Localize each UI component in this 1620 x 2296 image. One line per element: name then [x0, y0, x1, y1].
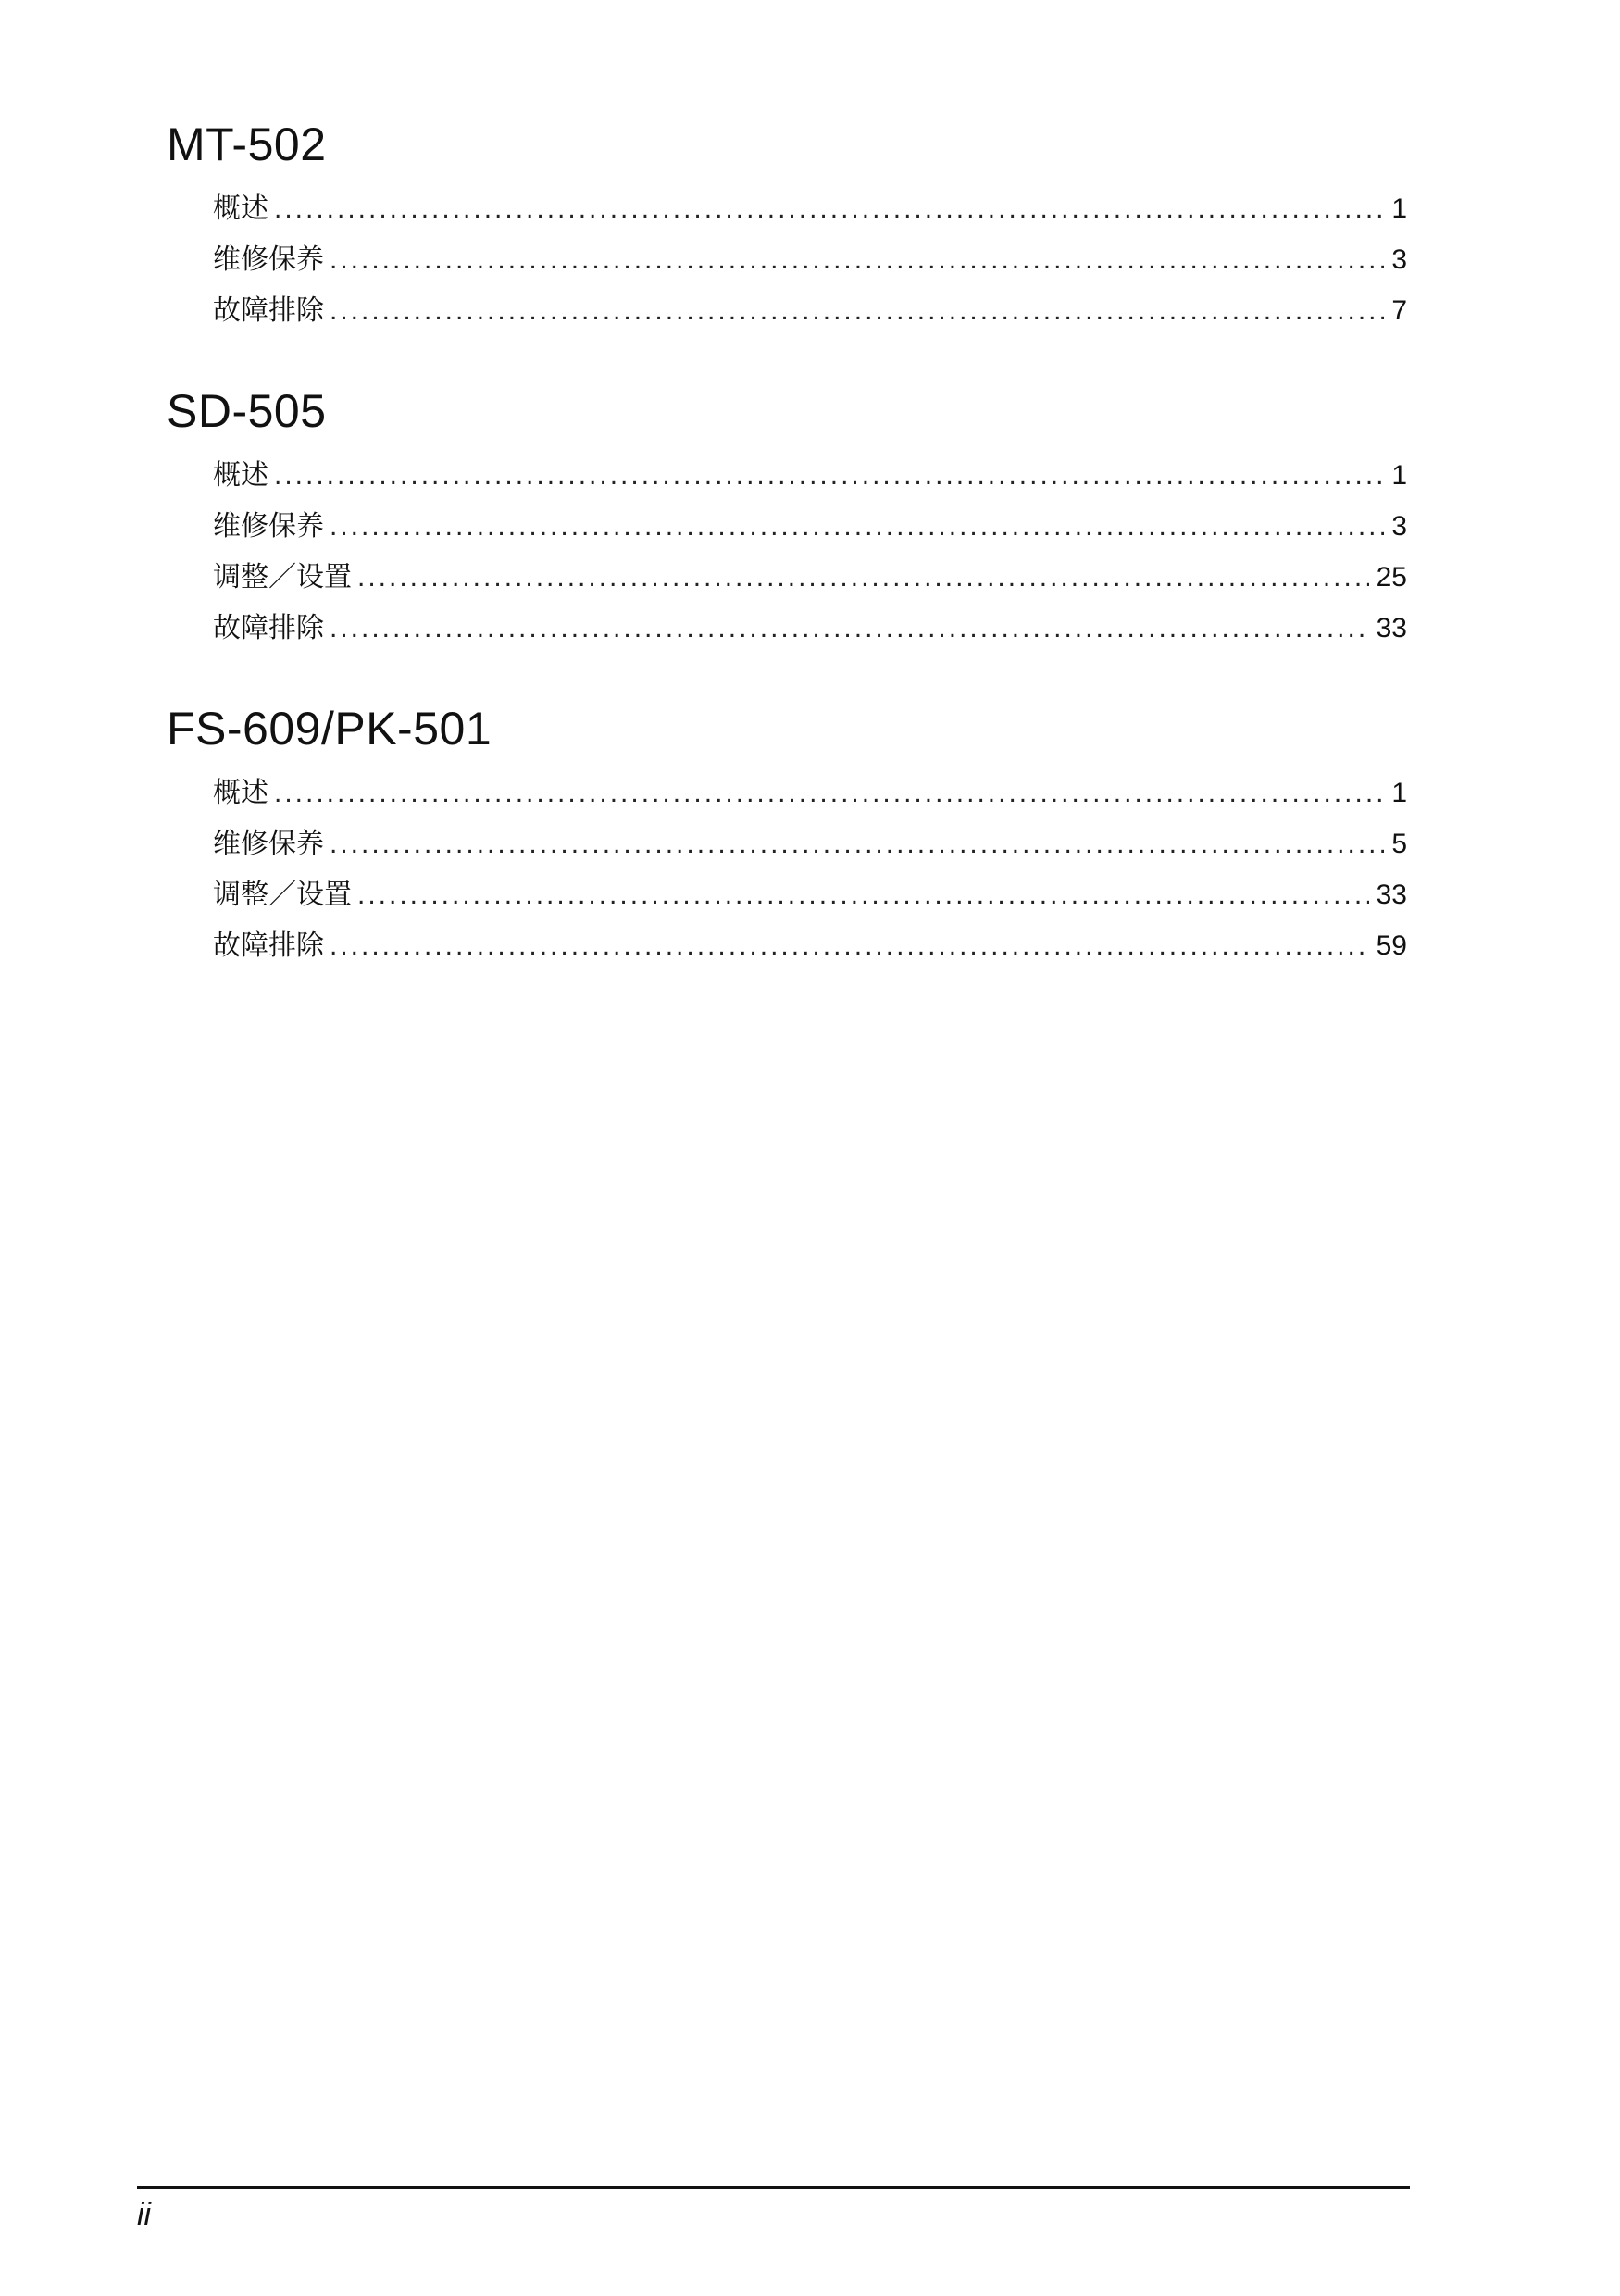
toc-entry-page: 1 [1391, 778, 1407, 808]
section-fs-609-pk-501 [167, 695, 1407, 971]
dot-leader [274, 183, 1384, 234]
section-title: MT-502 [167, 119, 327, 170]
dot-leader [330, 501, 1384, 552]
toc-entry-page: 25 [1376, 562, 1407, 593]
toc-entry-label: 故障排除 [213, 294, 324, 327]
table-of-contents [167, 111, 1407, 1013]
toc-entry-label: 概述 [213, 193, 268, 225]
toc-entry-page: 5 [1391, 829, 1407, 859]
toc-entry-troubleshooting[interactable] [213, 603, 1407, 654]
toc-entry-page: 3 [1391, 244, 1407, 275]
section-sd-505 [167, 378, 1407, 654]
section-title: FS-609/PK-501 [167, 703, 492, 755]
toc-entry-adjustment-setting[interactable] [213, 869, 1407, 920]
dot-leader [357, 552, 1369, 603]
dot-leader [330, 285, 1384, 336]
footer-divider [137, 2186, 1410, 2189]
toc-entry-maintenance[interactable] [213, 501, 1407, 552]
dot-leader [274, 450, 1384, 501]
toc-entry-troubleshooting[interactable] [213, 285, 1407, 336]
toc-entry-maintenance[interactable] [213, 818, 1407, 869]
toc-entry-label: 概述 [213, 777, 268, 809]
toc-entry-overview[interactable] [213, 450, 1407, 501]
toc-entry-page: 33 [1376, 613, 1407, 643]
dot-leader [274, 767, 1384, 818]
footer-page-number: ii [137, 2197, 152, 2232]
toc-entry-page: 59 [1376, 930, 1407, 961]
toc-entry-label: 概述 [213, 459, 268, 492]
dot-leader [330, 920, 1369, 971]
dot-leader [357, 869, 1369, 920]
toc-entry-label: 故障排除 [213, 930, 324, 962]
toc-entry-label: 维修保养 [213, 510, 324, 543]
toc-entry-label: 故障排除 [213, 612, 324, 644]
toc-entry-label: 维修保养 [213, 828, 324, 860]
section-mt-502 [167, 111, 1407, 336]
section-title: SD-505 [167, 385, 327, 437]
toc-entry-page: 1 [1391, 460, 1407, 491]
toc-entry-page: 7 [1391, 295, 1407, 326]
dot-leader [330, 234, 1384, 285]
toc-entry-adjustment-setting[interactable] [213, 552, 1407, 603]
toc-entry-overview[interactable] [213, 767, 1407, 818]
toc-entry-label: 维修保养 [213, 243, 324, 276]
toc-entry-label: 调整／设置 [213, 561, 352, 593]
dot-leader [330, 603, 1369, 654]
dot-leader [330, 818, 1384, 869]
toc-entry-page: 1 [1391, 193, 1407, 224]
toc-entry-page: 33 [1376, 880, 1407, 910]
toc-entry-overview[interactable] [213, 183, 1407, 234]
toc-entry-maintenance[interactable] [213, 234, 1407, 285]
toc-entry-troubleshooting[interactable] [213, 920, 1407, 971]
toc-entry-page: 3 [1391, 511, 1407, 542]
toc-entry-label: 调整／设置 [213, 879, 352, 911]
